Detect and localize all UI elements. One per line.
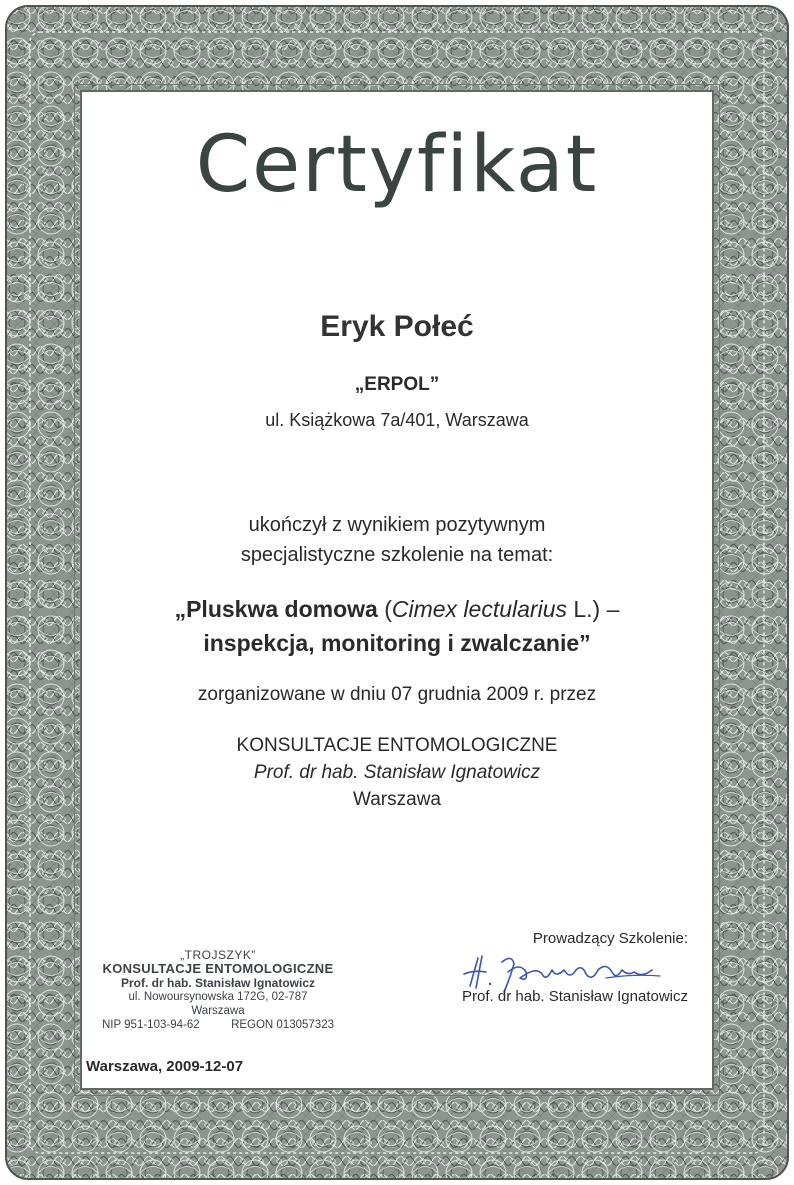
topic-line-1 [80, 592, 714, 626]
signature-name: Prof. dr hab. Stanisław Ignatowicz [462, 988, 688, 1005]
organizer-city: Warszawa [353, 789, 441, 810]
organized-line: zorganizowane w dniu 07 grudnia 2009 r. przez [197, 684, 597, 705]
topic-line-2: inspekcja, monitoring i zwalczanie” [203, 630, 591, 656]
stamp-line-4: ul. Nowoursynowska 172G, 02-787 Warszawa [128, 991, 308, 1017]
completion-text [80, 510, 714, 570]
stamp-line-1: „TROJSZYK” [180, 948, 256, 962]
organizer-person: Prof. dr hab. Stanisław Ignatowicz [253, 762, 541, 783]
stamp-regon: REGON 013057323 [231, 1019, 334, 1031]
organizer-block [80, 732, 714, 813]
training-topic [80, 592, 714, 660]
stamp-line-2: KONSULTACJE ENTOMOLOGICZNE [102, 961, 334, 976]
scientific-name: Cimex lectularius [391, 596, 567, 622]
certificate-title: Certyfikat [195, 120, 599, 210]
signature-label: Prowadzący Szkolenie: [532, 930, 688, 947]
organizer-name: KONSULTACJE ENTOMOLOGICZNE [236, 735, 558, 756]
company-name: „ERPOL” [354, 374, 440, 395]
organizer-stamp [102, 948, 334, 1032]
topic-part-1: „Pluskwa domowa [174, 596, 378, 622]
completion-line-1: ukończył z wynikiem pozytywnym [248, 514, 546, 536]
stamp-nip: NIP 951-103-94-62 [102, 1019, 200, 1031]
topic-author: L.) – [566, 596, 620, 622]
issue-date: Warszawa, 2009-12-07 [86, 1058, 244, 1075]
completion-line-2: specjalistyczne szkolenie na temat: [240, 544, 554, 566]
stamp-line-3: Prof. dr hab. Stanisław Ignatowicz [120, 976, 316, 990]
company-address: ul. Książkowa 7a/401, Warszawa [265, 410, 529, 430]
recipient-name: Eryk Połeć [320, 310, 474, 343]
stamp-ids-row [102, 1018, 334, 1032]
topic-paren: ( [377, 596, 392, 622]
